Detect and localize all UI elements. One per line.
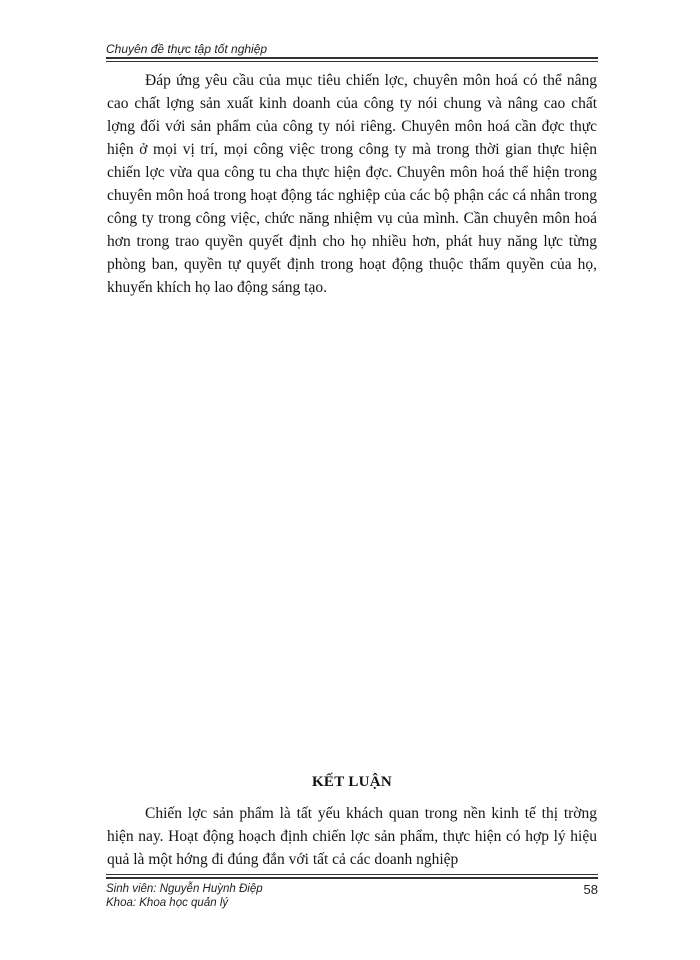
- body-paragraph-1: Đáp ứng yêu cầu của mục tiêu chiến lợc, chuyên môn hoá có thể nâng cao chất lợng sản xuất kinh doanh của công ty nói chung và nâng cao chất lợng đối với sản phẩm của công ty nói riêng. Chuyên môn hoá cần đợc thực hiện ở mọi vị trí, mọi công việc trong công ty mà trong thời gian thực hiện chiến lợc vừa qua công tu cha thực hiện đợc. Chuyên môn hoá thể hiện trong chuyên môn hoá trong hoạt động tác nghiệp của các bộ phận các cá nhân trong công ty trong công việc, chức năng nhiệm vụ của mình. Cần chuyên môn hoá hơn trong trao quyền quyết định cho họ nhiều hơn, phát huy năng lực từng phòng ban, quyền tự quyết định trong hoạt động thuộc thẩm quyền của họ, khuyến khích họ lao động sáng tạo.: [107, 72, 597, 296]
- page-number: 58: [583, 882, 598, 897]
- body-paragraph-2: Chiến lợc sản phẩm là tất yếu khách quan trong nền kinh tế thị trờng hiện nay. Hoạt động hoạch định chiến lợc sản phẩm, thực hiện có hợp lý hiệu quả là một hớng đi đúng đắn với tất cả các doanh nghiệp: [107, 805, 597, 868]
- running-header: Chuyên đề thực tập tốt nghiệp: [106, 42, 268, 56]
- footer-student: Sinh viên: Nguyễn Huỳnh Điệp: [106, 883, 263, 895]
- section-title: KẾT LUẬN: [311, 774, 393, 790]
- footer-faculty: Khoa: Khoa học quản lý: [106, 897, 229, 909]
- footer-divider: [106, 874, 598, 875]
- header-divider-thin: [106, 61, 598, 62]
- header-divider: [106, 57, 598, 59]
- footer-divider-thick: [106, 877, 598, 879]
